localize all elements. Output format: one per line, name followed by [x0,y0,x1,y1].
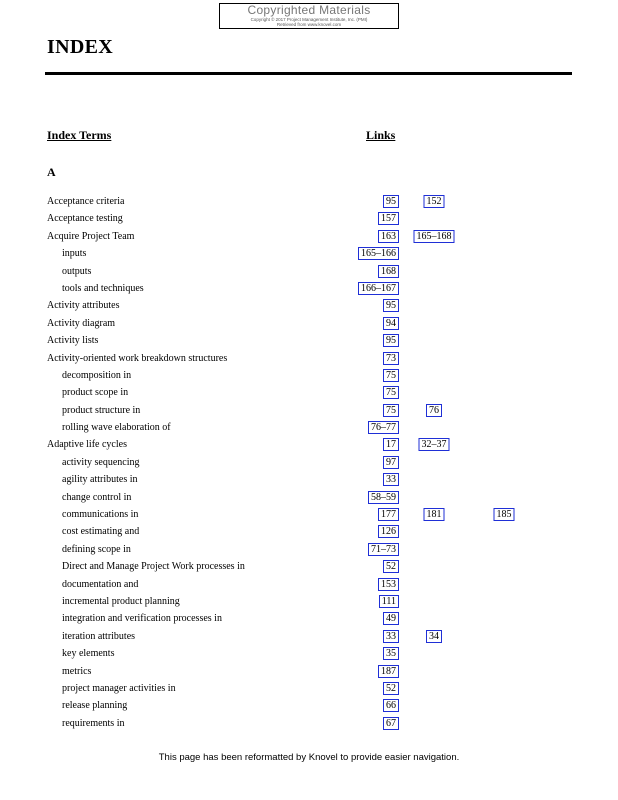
index-entry [0,715,618,732]
page-link[interactable]: 95 [383,334,399,347]
index-term: project manager activities in [62,682,176,694]
index-entry [0,645,618,662]
page-link[interactable]: 49 [383,612,399,625]
page-link[interactable]: 17 [383,438,399,451]
index-term: incremental product planning [62,595,180,607]
index-term: cost estimating and [62,526,140,538]
copyright-banner-title: Copyrighted Materials [247,3,371,17]
index-term: Adaptive life cycles [47,439,127,451]
index-entry [0,297,618,314]
page-link[interactable]: 181 [424,508,445,521]
index-term: communications in [62,509,139,521]
index-entry [0,402,618,419]
page-link[interactable]: 58–59 [368,491,399,504]
page-link[interactable]: 165–168 [414,230,455,243]
index-term: release planning [62,700,128,712]
page-link[interactable]: 34 [426,630,442,643]
index-term: inputs [62,248,87,260]
index-entry [0,593,618,610]
index-term: Direct and Manage Project Work processes in [62,561,245,573]
page-link[interactable]: 166–167 [358,282,399,295]
index-entries [0,193,618,732]
index-term: tools and techniques [62,282,144,294]
page-link[interactable]: 73 [383,352,399,365]
section-letter: A [47,165,56,179]
index-entry [0,228,618,245]
page-link[interactable]: 165–166 [358,247,399,260]
index-entry [0,350,618,367]
index-term: product structure in [62,404,141,416]
page-link[interactable]: 152 [424,195,445,208]
index-term: product scope in [62,387,129,399]
page-link[interactable]: 163 [378,230,399,243]
index-term: Activity attributes [47,300,120,312]
index-term: requirements in [62,717,125,729]
page-link[interactable]: 168 [378,265,399,278]
copyright-banner-line1: Copyright © 2017 Project Management Institute, Inc. (PMI) [250,17,368,22]
index-term: metrics [62,665,92,677]
index-entry [0,576,618,593]
index-entry [0,680,618,697]
index-entry [0,332,618,349]
index-entry [0,506,618,523]
index-term: iteration attributes [62,630,136,642]
index-entry [0,471,618,488]
page-link[interactable]: 126 [378,525,399,538]
page-link[interactable]: 153 [378,578,399,591]
index-entry [0,663,618,680]
page-link[interactable]: 75 [383,404,399,417]
page-link[interactable]: 32–37 [419,438,450,451]
page-link[interactable]: 94 [383,317,399,330]
index-term: Activity lists [47,335,99,347]
index-term: decomposition in [62,369,132,381]
index-term: documentation and [62,578,139,590]
page-link[interactable]: 35 [383,647,399,660]
index-entry [0,367,618,384]
index-term: outputs [62,265,92,277]
page-link[interactable]: 111 [379,595,399,608]
index-entry [0,489,618,506]
index-term: defining scope in [62,543,131,555]
index-terms-header: Index Terms [47,128,112,142]
page-link[interactable]: 66 [383,699,399,712]
index-entry [0,315,618,332]
index-entry [0,384,618,401]
page-link[interactable]: 75 [383,386,399,399]
page-link[interactable]: 95 [383,195,399,208]
page-link[interactable]: 187 [378,665,399,678]
page-link[interactable]: 67 [383,717,399,730]
page-link[interactable]: 177 [378,508,399,521]
index-entry [0,419,618,436]
page-link[interactable]: 52 [383,682,399,695]
title-divider [45,72,572,75]
index-term: Activity diagram [47,317,116,329]
index-term: key elements [62,648,115,660]
index-term: Acceptance criteria [47,196,125,207]
copyright-banner-line2: Retrieved from www.knovel.com [276,22,342,27]
index-term: activity sequencing [62,456,140,468]
index-entry [0,558,618,575]
index-entry [0,193,618,210]
page-link[interactable]: 75 [383,369,399,382]
index-entry [0,541,618,558]
page-link[interactable]: 97 [383,456,399,469]
index-entry [0,628,618,645]
index-term: Acquire Project Team [47,230,135,242]
page-link[interactable]: 185 [494,508,515,521]
index-entry [0,263,618,280]
index-term: Acceptance testing [47,213,123,225]
page-link[interactable]: 52 [383,560,399,573]
index-entry [0,610,618,627]
links-header: Links [366,128,396,142]
footer-note: This page has been reformatted by Knovel to provide easier navigation. [158,752,460,763]
index-entry [0,280,618,297]
page-link[interactable]: 33 [383,473,399,486]
index-term: Activity-oriented work breakdown structures [47,352,228,364]
index-entry [0,697,618,714]
index-term: integration and verification processes in [62,613,222,625]
index-term: change control in [62,491,132,503]
index-entry [0,210,618,227]
index-entry [0,523,618,540]
page-link[interactable]: 71–73 [368,543,399,556]
page-link[interactable]: 157 [378,212,399,225]
page-link[interactable]: 95 [383,299,399,312]
copyright-banner [219,3,399,29]
index-term: agility attributes in [62,474,138,486]
index-entry [0,454,618,471]
index-term: rolling wave elaboration of [62,422,171,434]
page-link[interactable]: 76–77 [368,421,399,434]
index-entry [0,245,618,262]
page-title: INDEX [47,36,113,58]
page-link[interactable]: 33 [383,630,399,643]
page-link[interactable]: 76 [426,404,442,417]
index-entry [0,436,618,453]
